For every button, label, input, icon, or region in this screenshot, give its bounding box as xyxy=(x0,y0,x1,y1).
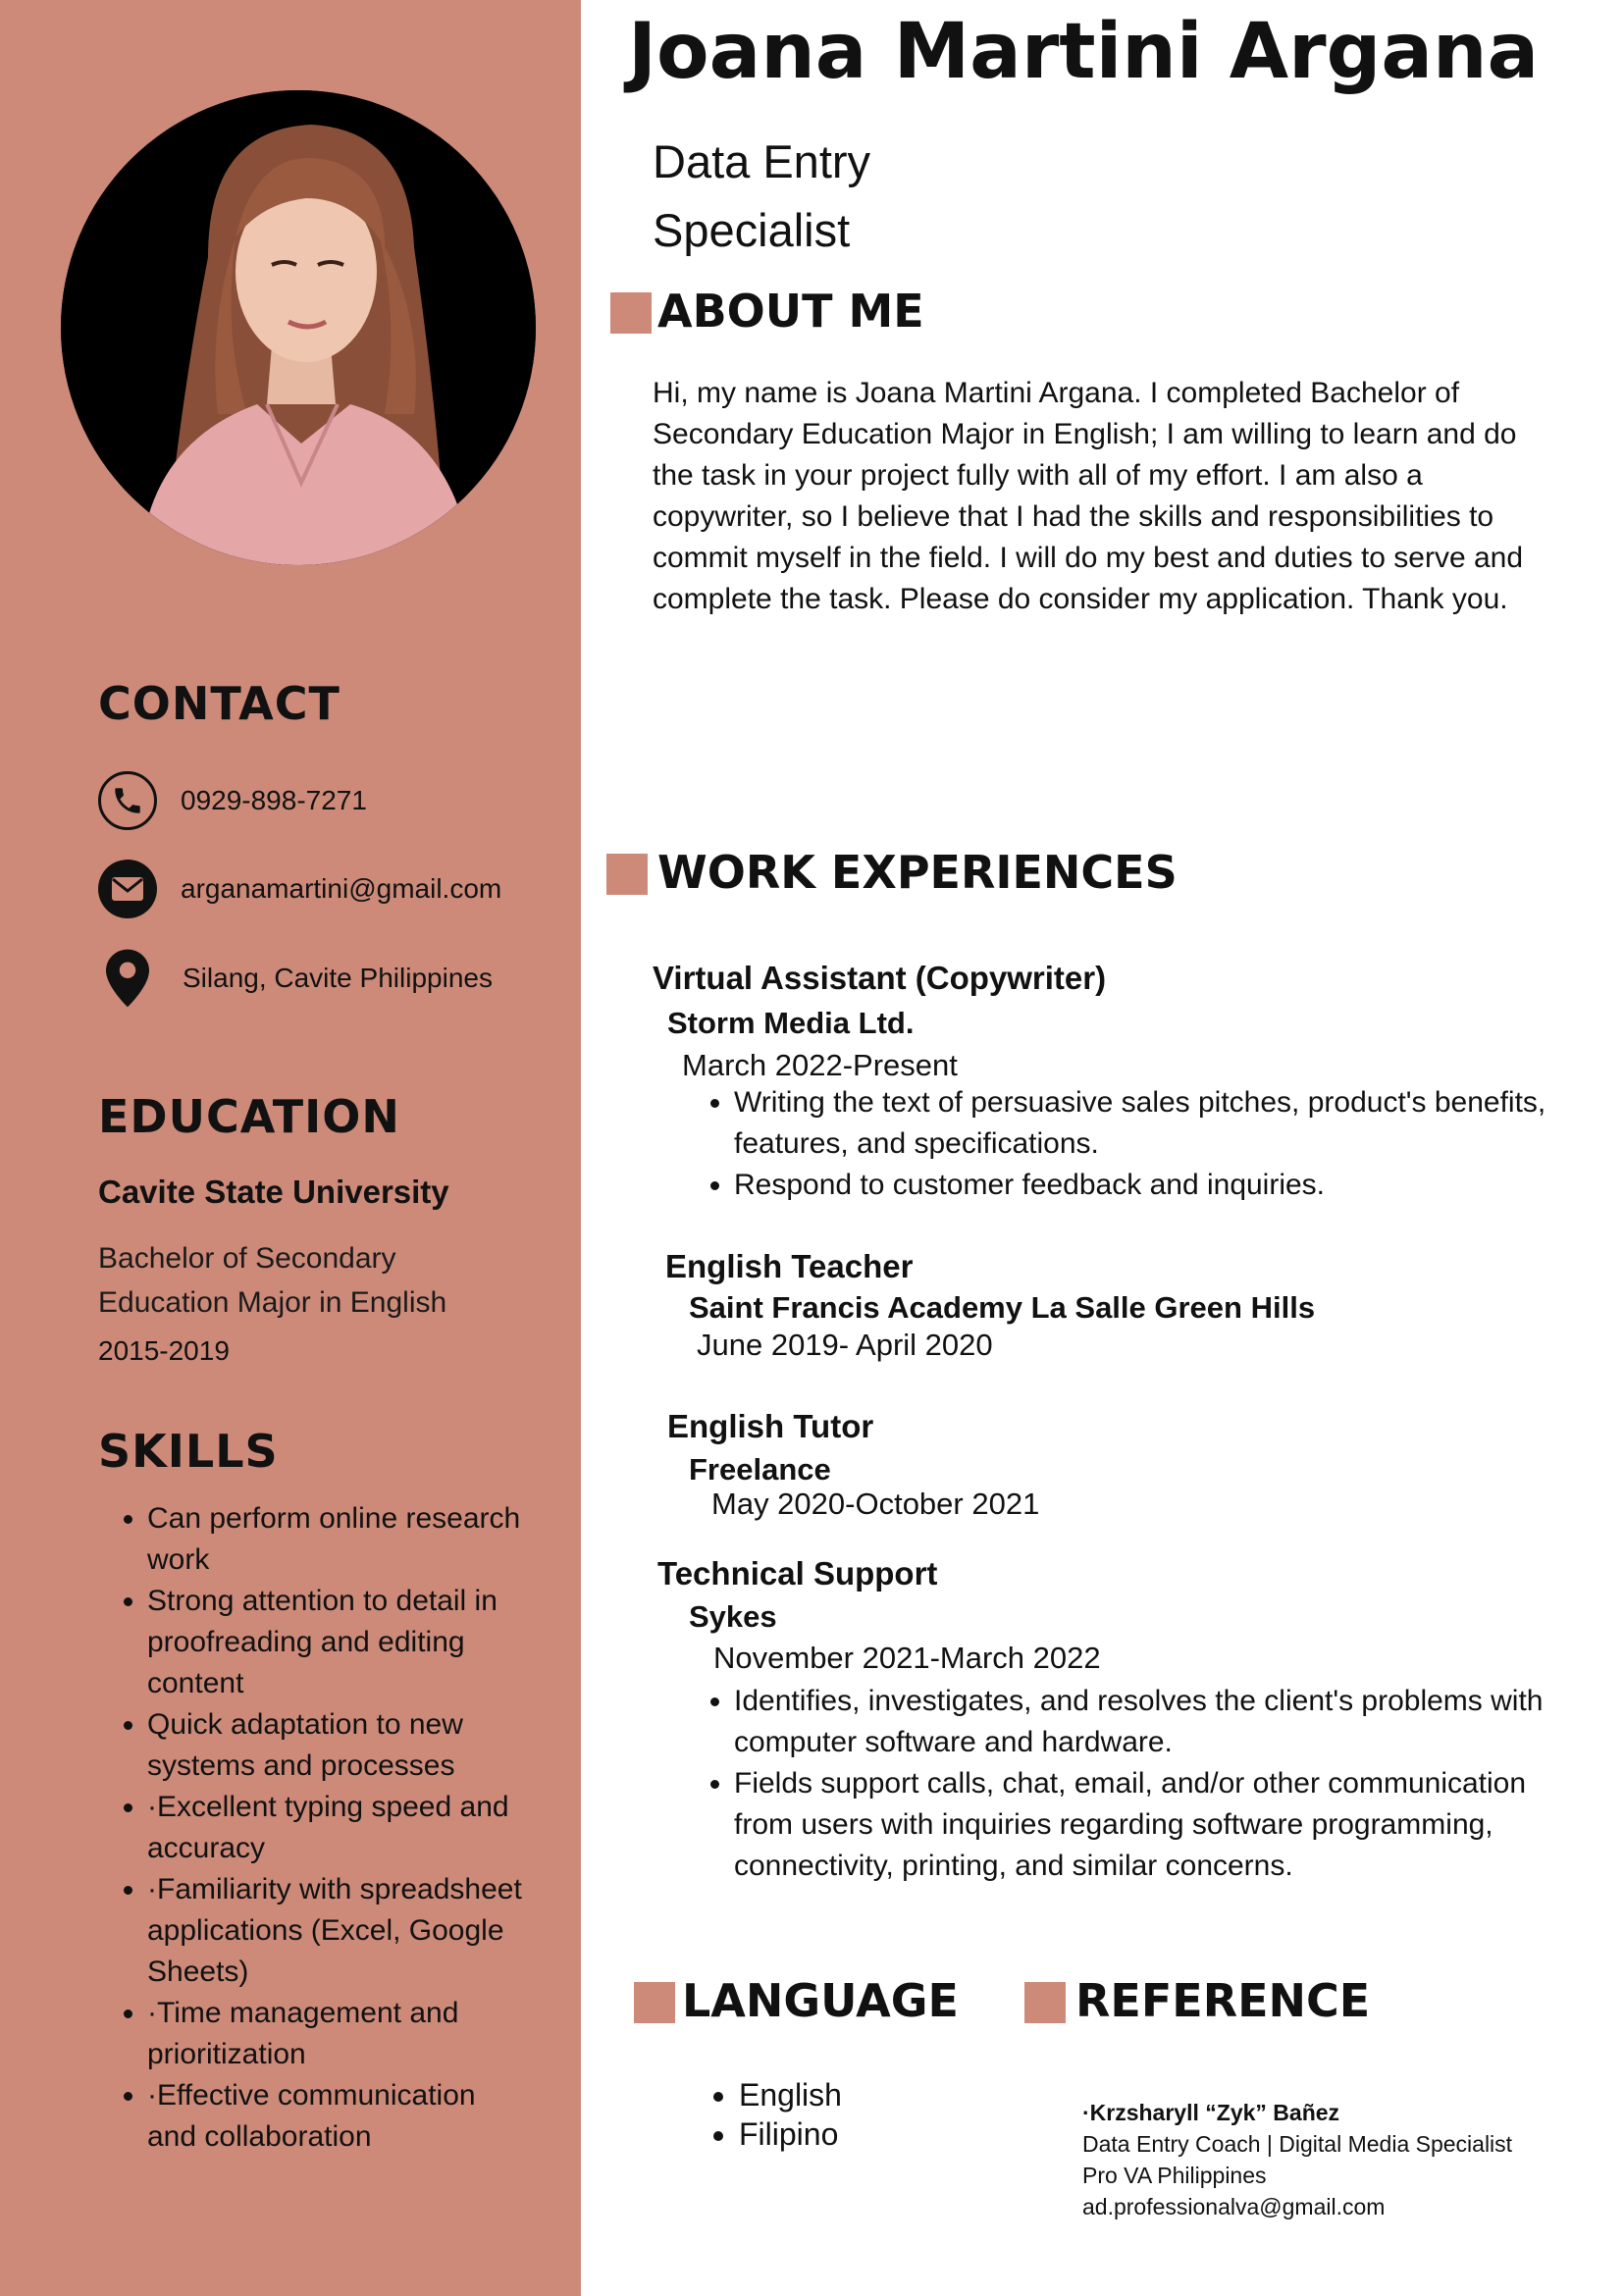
email-address: arganamartini@gmail.com xyxy=(181,873,502,904)
skills-list xyxy=(98,1498,530,2158)
reference-position: Data Entry Coach | Digital Media Specialist xyxy=(1082,2131,1513,2157)
job-dates: June 2019- April 2020 xyxy=(697,1328,993,1362)
phone-icon xyxy=(98,771,157,830)
location-text: Silang, Cavite Philippines xyxy=(183,963,493,993)
job-bullets xyxy=(687,1082,1550,1206)
contact-heading: CONTACT xyxy=(98,677,341,730)
job-bullet: • Writing the text of persuasive sales pitches, product's benefits, features, and specifications. xyxy=(734,1082,1550,1165)
work-heading: WORK EXPERIENCES xyxy=(657,846,1178,899)
language-heading: LANGUAGE xyxy=(682,1974,959,2027)
education-degree-line2: Education Major in English xyxy=(98,1286,447,1319)
skill-item: • Quick adaptation to new systems and processes xyxy=(147,1704,530,1787)
work-heading-marker xyxy=(606,854,648,895)
job-dates: March 2022-Present xyxy=(682,1048,958,1082)
contact-email xyxy=(98,860,501,918)
skill-item: • Strong attention to detail in proofreading and editing content xyxy=(147,1581,530,1704)
job-title: English Teacher xyxy=(665,1248,914,1284)
about-heading-marker xyxy=(610,292,652,334)
job-role xyxy=(653,128,870,265)
reference-email: ad.professionalva@gmail.com xyxy=(1082,2194,1386,2219)
job-bullets xyxy=(687,1681,1555,1887)
contact-location xyxy=(104,948,493,1009)
job-bullet: • Identifies, investigates, and resolves the client's problems with computer software and hardware. xyxy=(734,1681,1555,1763)
job-bullet: • Fields support calls, chat, email, and/or other communication from users with inquiries regarding software programming, connectivity, printing, and similar concerns. xyxy=(734,1763,1555,1887)
education-school: Cavite State University xyxy=(98,1174,449,1210)
reference-company: Pro VA Philippines xyxy=(1082,2163,1267,2188)
skill-item: • ·Familiarity with spreadsheet applications (Excel, Google Sheets) xyxy=(147,1869,530,1993)
skill-item: • ·Time management and prioritization xyxy=(147,1993,530,2075)
location-pin-icon xyxy=(104,948,151,1009)
portrait-illustration xyxy=(61,90,536,565)
reference-block xyxy=(1082,2097,1593,2222)
education-degree-line1: Bachelor of Secondary xyxy=(98,1242,396,1275)
language-list xyxy=(692,2075,842,2154)
about-heading: ABOUT ME xyxy=(657,285,924,338)
language-item: • English xyxy=(739,2075,842,2114)
job-dates: May 2020-October 2021 xyxy=(711,1487,1040,1521)
phone-number: 0929-898-7271 xyxy=(181,785,367,815)
job-title: Virtual Assistant (Copywriter) xyxy=(653,960,1107,996)
about-text: Hi, my name is Joana Martini Argana. I completed Bachelor of Secondary Education Major in English; I am willing to learn and do the task in your project fully with all of my effort. I am also a copywriter, so I believe that I had the skills and responsibilities to commit myself in the field. I will do my best and duties to serve and complete the task. Please do consider my application. Thank you. xyxy=(653,377,1524,615)
language-heading-marker xyxy=(634,1982,675,2023)
profile-photo xyxy=(61,90,536,565)
mail-icon xyxy=(98,860,157,918)
full-name: Joana Martini Argana xyxy=(628,8,1540,96)
job-role-line1: Data Entry xyxy=(653,135,871,187)
job-role-line2: Specialist xyxy=(653,204,851,256)
job-dates: November 2021-March 2022 xyxy=(713,1641,1101,1675)
skill-item: • ·Excellent typing speed and accuracy xyxy=(147,1787,530,1869)
job-title: Technical Support xyxy=(657,1555,938,1592)
skill-item: • Can perform online research work xyxy=(147,1498,530,1581)
skills-heading: SKILLS xyxy=(98,1425,279,1478)
job-title: English Tutor xyxy=(667,1408,874,1444)
education-years: 2015-2019 xyxy=(98,1335,230,1366)
job-company: Sykes xyxy=(689,1599,777,1634)
job-company: Saint Francis Academy La Salle Green Hills xyxy=(689,1290,1316,1325)
education-degree xyxy=(98,1236,446,1325)
contact-phone xyxy=(98,771,367,830)
reference-name: ·Krzsharyll “Zyk” Bañez xyxy=(1082,2100,1340,2125)
reference-heading: REFERENCE xyxy=(1075,1974,1371,2027)
education-heading: EDUCATION xyxy=(98,1090,400,1143)
reference-heading-marker xyxy=(1024,1982,1066,2023)
job-bullet: • Respond to customer feedback and inquiries. xyxy=(734,1165,1550,1206)
language-item: • Filipino xyxy=(739,2114,842,2154)
skill-item: • ·Effective communication and collaboration xyxy=(147,2075,530,2158)
job-company: Freelance xyxy=(689,1452,831,1487)
job-company: Storm Media Ltd. xyxy=(667,1006,915,1040)
